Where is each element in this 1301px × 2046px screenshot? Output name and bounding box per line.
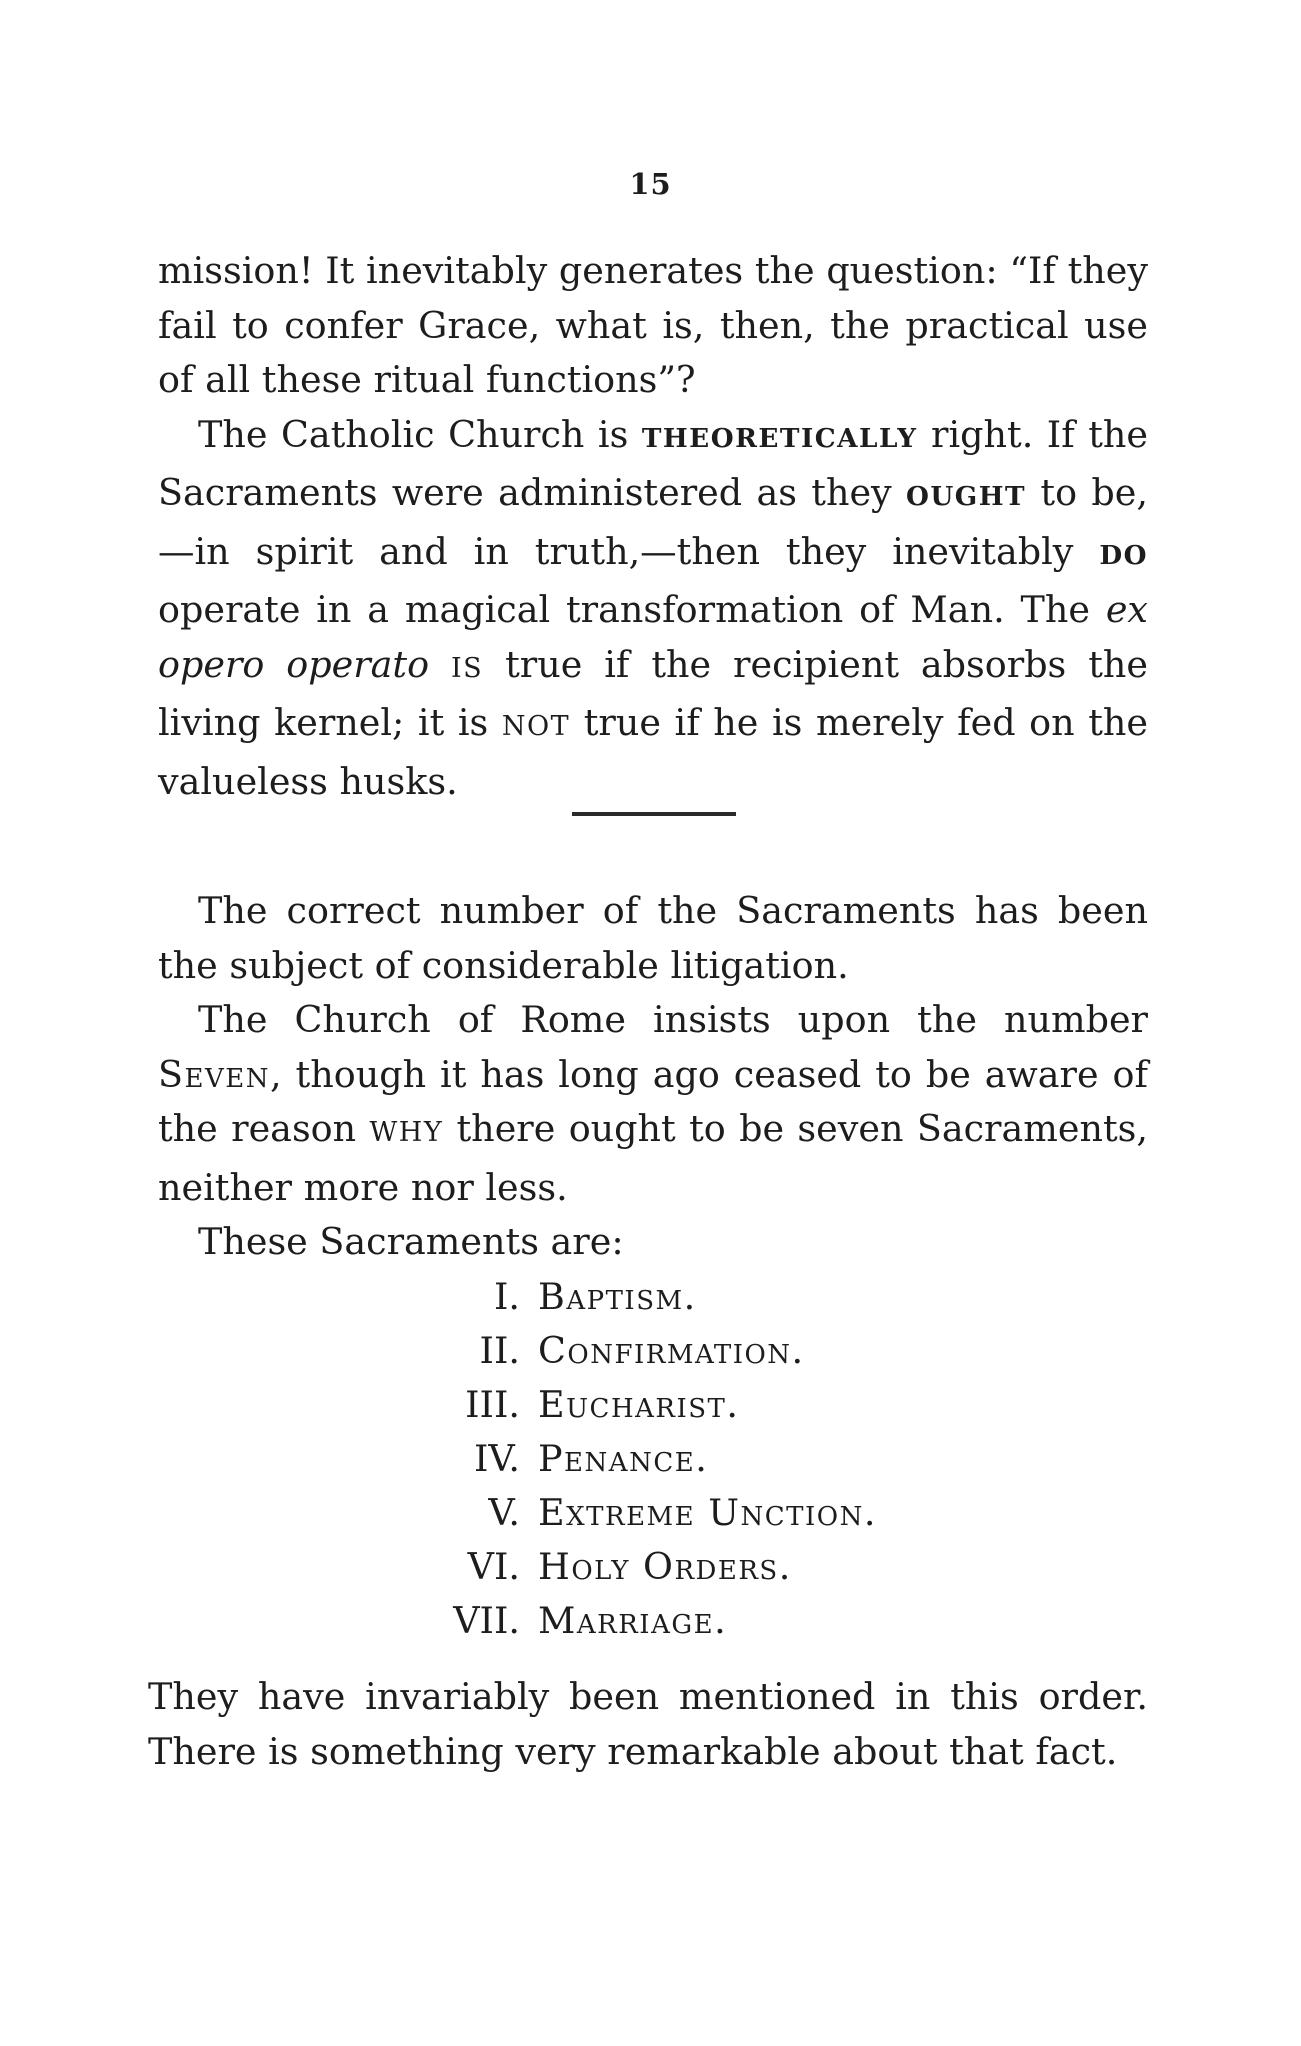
emphasis-why: WHY (369, 1117, 444, 1148)
emphasis-seven: Seven (158, 1052, 270, 1096)
text-run: there ought to be seven Sacraments, neither more nor less. (158, 1107, 1148, 1209)
list-item-label: Baptism. (538, 1275, 697, 1318)
emphasis-ought: OUGHT (906, 481, 1027, 512)
italic-latin-phrase: ex opero operato (158, 588, 1148, 686)
list-numeral: III. (465, 1383, 520, 1426)
list-item (400, 1324, 1000, 1378)
emphasis-theoretically: THEORETICALLY (641, 422, 918, 454)
paragraph-text: The correct number of the Sacraments has been the subject of considerable litigation. (158, 889, 1148, 987)
list-numeral: VII. (453, 1599, 520, 1642)
text-block-middle (158, 884, 1148, 1270)
text-run: to be,—in spirit and in truth,—then they inevitably (158, 471, 1148, 573)
section-divider-rule (572, 812, 736, 816)
list-item-label: Holy Orders. (538, 1545, 792, 1588)
list-item (400, 1432, 1000, 1486)
list-item-label: Marriage. (538, 1599, 728, 1642)
list-item (400, 1378, 1000, 1432)
list-item-label: Extreme Unction. (538, 1491, 877, 1534)
paragraph-church-of-rome (158, 993, 1148, 1215)
list-item-label: Confirmation. (538, 1329, 805, 1372)
paragraph-these-sacraments (158, 1215, 1148, 1270)
list-numeral: V. (488, 1491, 520, 1534)
list-item-label: Penance. (538, 1437, 709, 1480)
list-numeral: II. (479, 1329, 520, 1372)
list-item (400, 1594, 1000, 1648)
list-item (400, 1270, 1000, 1324)
emphasis-not: NOT (501, 711, 571, 742)
paragraph-invariably (148, 1670, 1148, 1779)
text-block-top (158, 244, 1148, 809)
page-number: 15 (629, 167, 672, 201)
list-item (400, 1540, 1000, 1594)
sacraments-list (400, 1270, 1000, 1648)
text-run (429, 643, 451, 686)
emphasis-do: DO (1099, 539, 1148, 571)
text-block-bottom (148, 1670, 1148, 1779)
text-run: The Church of Rome insists upon the number (198, 998, 1148, 1041)
paragraph-correct-number (158, 884, 1148, 993)
list-numeral: IV. (474, 1437, 520, 1480)
list-item-label: Eucharist. (538, 1383, 740, 1426)
text-run: true if he is merely fed on the valueless husks. (158, 701, 1148, 803)
list-numeral: I. (493, 1275, 520, 1318)
emphasis-is: IS (451, 652, 484, 684)
paragraph-text: These Sacraments are: (198, 1220, 624, 1263)
paragraph-text: They have invariably been mentioned in this order. There is something very remarkable about that fact. (148, 1675, 1148, 1773)
text-run: The Catholic Church is (198, 412, 642, 456)
text-run: right. If the Sacraments were administered as they (158, 412, 1148, 514)
paragraph-text: mission! It inevitably generates the question: “If they fail to confer Grace, what is, then, the practical use of all these ritual functions”? (158, 249, 1148, 401)
list-numeral: VI. (467, 1545, 520, 1588)
paragraph-theoretically (158, 408, 1148, 810)
text-run: , though it has long ago ceased to be aware of the reason (158, 1052, 1148, 1150)
list-item (400, 1486, 1000, 1540)
text-run: operate in a magical transformation of Man. The (158, 588, 1106, 631)
text-run: true if the recipient absorbs the living kernel; it is (158, 642, 1148, 744)
paragraph-question (158, 244, 1148, 408)
